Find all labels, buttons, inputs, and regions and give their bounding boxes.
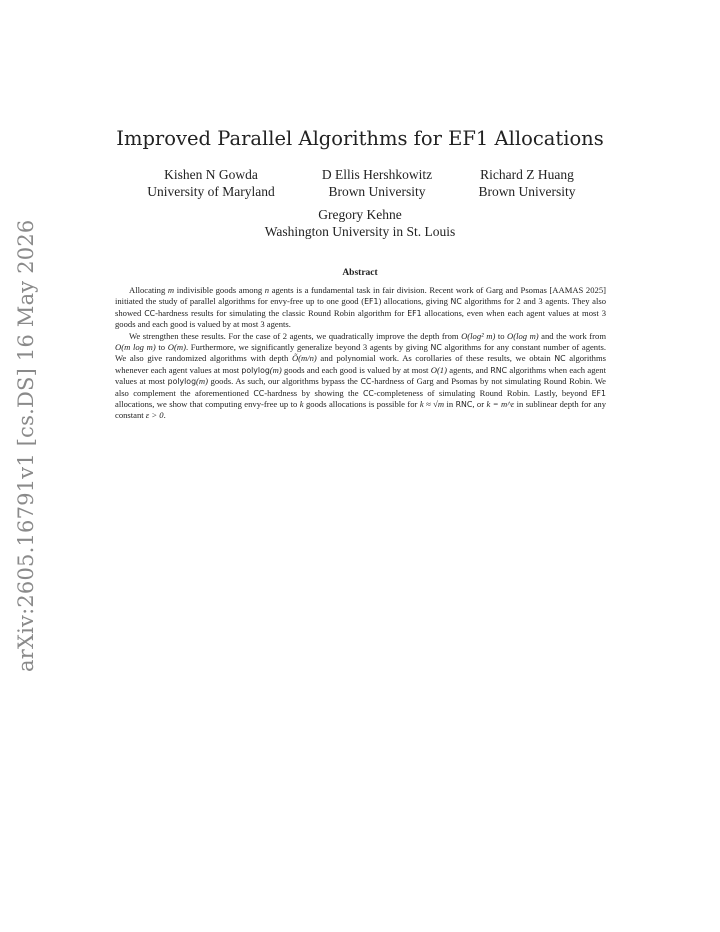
author-affiliation: Brown University	[328, 184, 426, 199]
complexity-class: CC	[253, 388, 265, 398]
abstract-text: , or	[472, 399, 487, 410]
abstract-text: -hardness of Garg and Psomas by not simulating Round Robin. We also complement the aforementioned	[115, 376, 606, 398]
author-affiliation: Washington University in St. Louis	[264, 224, 456, 239]
complexity-class: CC	[362, 388, 374, 398]
author-affiliation: University of Maryland	[147, 184, 275, 199]
author-3	[452, 166, 602, 200]
abstract-text: .	[163, 410, 166, 421]
abstract-text: goods and each good is valued by at most	[281, 364, 431, 375]
math-inline: O(m)	[167, 342, 186, 353]
author-4	[220, 206, 500, 240]
abstract-text: -hardness results for simulating the classic Round Robin algorithm for	[155, 307, 408, 318]
math-inline: O(log² m)	[461, 330, 496, 341]
abstract-text: goods. As such, our algorithms bypass the	[207, 376, 361, 387]
abstract-paragraph-2	[115, 331, 606, 422]
abstract-text: algorithms for 2 and 3 agents. They also showed	[115, 296, 606, 318]
complexity-class: NC	[450, 297, 462, 307]
abstract-text: algorithms whenever each agent values at most	[115, 353, 606, 375]
author-affiliation: Brown University	[478, 184, 576, 199]
abstract-text: and the work from	[538, 330, 607, 341]
abstract-text: -completeness of simulating Round Robin. Lastly, beyond	[373, 387, 592, 398]
abstract-text: We strengthen these results. For the case of 2 agents, we quadratically improve the depth from	[129, 330, 462, 341]
complexity-class: CC	[144, 308, 156, 318]
author-name: Gregory Kehne	[318, 207, 402, 222]
abstract-text: -hardness by showing the	[264, 387, 363, 398]
math-inline: O(log m)	[507, 330, 539, 341]
author-1	[136, 166, 286, 200]
paper-title: Improved Parallel Algorithms for EF1 Allocations	[116, 127, 604, 150]
complexity-class: RNC	[455, 400, 473, 410]
complexity-class: RNC	[490, 365, 508, 375]
abstract-text: allocations, we show that computing envy-free up to	[115, 399, 300, 410]
abstract-text: agents, and	[446, 364, 491, 375]
complexity-class: polylog	[241, 365, 270, 375]
abstract-text: and polynomial work. As corollaries of these results, we obtain	[316, 353, 555, 364]
math-inline: O(m log m)	[115, 342, 156, 353]
complexity-class: EF1	[591, 388, 606, 398]
abstract-heading: Abstract	[342, 268, 378, 278]
math-inline: O(1)	[430, 364, 447, 375]
abstract-text: algorithms when each agent values at most	[115, 364, 606, 387]
abstract-text: in	[444, 399, 456, 410]
abstract-text: in sublinear depth for any constant	[115, 399, 606, 421]
abstract-text: to	[495, 330, 508, 341]
math-inline: k = m^ε	[486, 399, 515, 410]
complexity-class: EF1	[364, 297, 379, 307]
math-inline: (m)	[196, 376, 208, 387]
math-inline: k	[299, 399, 304, 410]
abstract-text: ) allocations, giving	[378, 296, 451, 307]
abstract-text: to	[155, 342, 168, 353]
complexity-class: NC	[430, 343, 442, 353]
abstract-text: algorithms for any constant number of agents. We also give randomized algorithms with depth	[115, 342, 606, 364]
math-inline: (m)	[269, 364, 282, 375]
complexity-class: polylog	[167, 377, 197, 387]
complexity-class: CC	[360, 377, 372, 387]
abstract-text: allocations, even when each agent values at most 3 goods and each good is valued by at most 3 agents.	[115, 307, 607, 330]
author-name: Kishen N Gowda	[164, 167, 258, 182]
abstract-text: agents is a fundamental task in fair division. Recent work of Garg and Psomas [AAMAS 2025] initiated the study of parallel algorithms for envy-free up to one good (	[115, 285, 606, 307]
arxiv-identifier: arXiv:2605.16791v1 [cs.DS] 16 May 2026	[14, 219, 38, 672]
math-inline: k ≈ √m	[419, 399, 445, 410]
author-2	[302, 166, 452, 200]
complexity-class: EF1	[407, 308, 422, 318]
abstract-text: goods allocations is possible for	[303, 399, 420, 410]
abstract-paragraph-1	[115, 285, 606, 331]
abstract-text: . Furthermore, we significantly generalize beyond 3 agents by giving	[185, 342, 431, 353]
author-name: D Ellis Hershkowitz	[321, 167, 433, 182]
math-inline: n	[264, 285, 270, 295]
complexity-class: NC	[554, 354, 566, 364]
author-name: Richard Z Huang	[480, 167, 574, 182]
abstract-body	[115, 285, 606, 422]
math-inline: m	[167, 285, 175, 295]
abstract-text: Allocating	[129, 285, 168, 295]
abstract-text: indivisible goods among	[174, 285, 265, 295]
math-inline: ε > 0	[145, 410, 164, 421]
math-inline: Õ(m/n)	[291, 353, 317, 364]
